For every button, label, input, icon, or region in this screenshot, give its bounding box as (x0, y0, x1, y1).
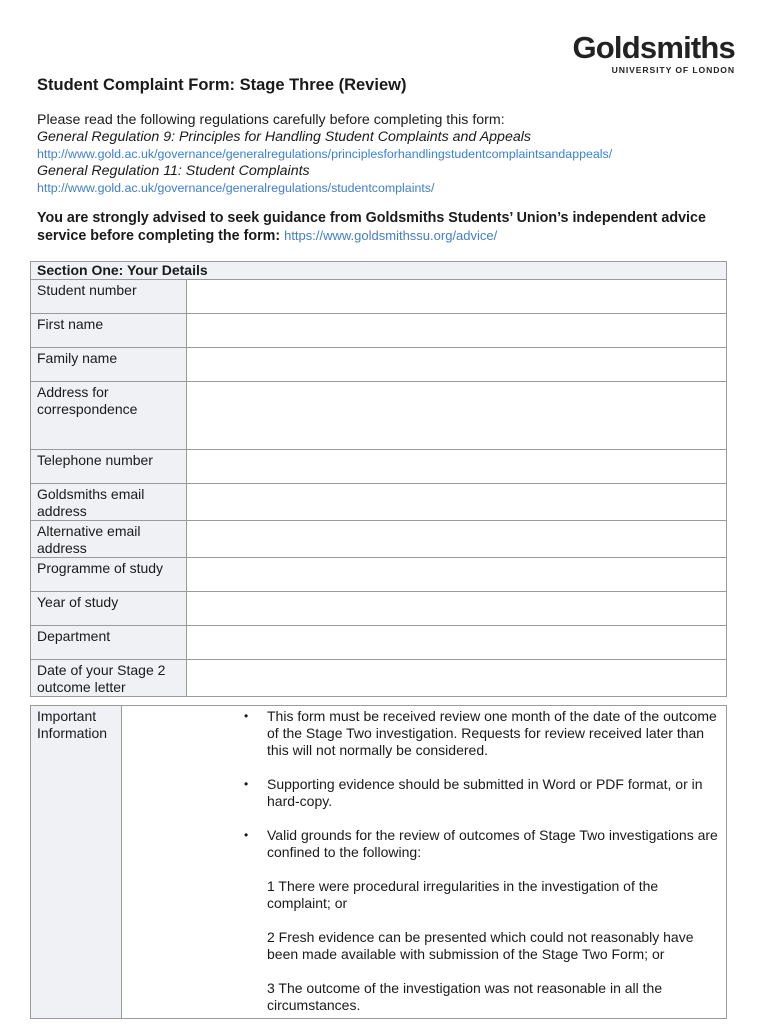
field-label-programme: Programme of study (31, 558, 187, 592)
first-name-input[interactable] (187, 314, 727, 348)
ground-text: 2 Fresh evidence can be presented which could not reasonably have been made available with submission of the Stage Two Form; or (267, 929, 694, 962)
family-name-input[interactable] (187, 348, 727, 382)
bullet-icon: • (244, 828, 249, 842)
field-label-family-name: Family name (31, 348, 187, 382)
regulation-11-title: General Regulation 11: Student Complaints (37, 163, 310, 179)
regulation-9-title: General Regulation 9: Principles for Handling Student Complaints and Appeals (37, 129, 531, 145)
field-label-year: Year of study (31, 592, 187, 626)
bullet-item (122, 827, 720, 861)
telephone-input[interactable] (187, 450, 727, 484)
important-information-label: Important Information (31, 706, 122, 1019)
field-label-department: Department (31, 626, 187, 660)
bullet-text: Supporting evidence should be submitted in Word or PDF format, or in hard-copy. (267, 776, 703, 809)
ground-item (122, 980, 720, 1014)
department-input[interactable] (187, 626, 727, 660)
field-label-goldsmiths-email: Goldsmiths email address (31, 484, 187, 521)
your-details-table (30, 261, 727, 697)
logo-subtitle: UNIVERSITY OF LONDON (611, 65, 735, 75)
advice-notice (37, 209, 737, 245)
programme-input[interactable] (187, 558, 727, 592)
ground-text: 3 The outcome of the investigation was not reasonable in all the circumstances. (267, 980, 663, 1013)
bullet-item (122, 776, 720, 810)
field-label-stage2-date: Date of your Stage 2 outcome letter (31, 660, 187, 697)
regulation-9-link[interactable]: http://www.gold.ac.uk/governance/generalregulations/principlesforhandlingstudentcomplaintsandappeals/ (37, 147, 613, 161)
field-label-alternative-email: Alternative email address (31, 521, 187, 558)
field-label-telephone: Telephone number (31, 450, 187, 484)
goldsmiths-logo (563, 30, 735, 75)
ground-item (122, 929, 720, 963)
field-label-address: Address for correspondence (31, 382, 187, 450)
address-input[interactable] (187, 382, 727, 450)
logo-wordmark: Goldsmiths (572, 30, 735, 65)
regulation-11-link[interactable]: http://www.gold.ac.uk/governance/generalregulations/studentcomplaints/ (37, 181, 435, 195)
advice-link[interactable]: https://www.goldsmithssu.org/advice/ (284, 228, 498, 243)
intro-lead: Please read the following regulations carefully before completing this form: (37, 112, 505, 128)
section-one-heading: Section One: Your Details (31, 262, 727, 280)
student-number-input[interactable] (187, 280, 727, 314)
ground-item (122, 878, 720, 912)
page-title: Student Complaint Form: Stage Three (Review) (37, 76, 407, 94)
advice-text: You are strongly advised to seek guidance from Goldsmiths Students’ Union’s independent advice service before completing the form: (37, 210, 706, 244)
bullet-item (122, 708, 720, 759)
alternative-email-input[interactable] (187, 521, 727, 558)
field-label-first-name: First name (31, 314, 187, 348)
goldsmiths-email-input[interactable] (187, 484, 727, 521)
intro-section (37, 112, 737, 197)
year-input[interactable] (187, 592, 727, 626)
bullet-text: Valid grounds for the review of outcomes of Stage Two investigations are confined to the following: (267, 827, 718, 860)
bullet-icon: • (244, 777, 249, 791)
bullet-icon: • (244, 709, 249, 723)
important-information-body (122, 706, 727, 1019)
bullet-text: This form must be received review one month of the date of the outcome of the Stage Two investigation. Requests for review received later than this will not normally be considered. (267, 708, 717, 758)
ground-text: 1 There were procedural irregularities in the investigation of the complaint; or (267, 878, 659, 911)
stage2-date-input[interactable] (187, 660, 727, 697)
important-information-table (30, 705, 727, 1019)
field-label-student-number: Student number (31, 280, 187, 314)
